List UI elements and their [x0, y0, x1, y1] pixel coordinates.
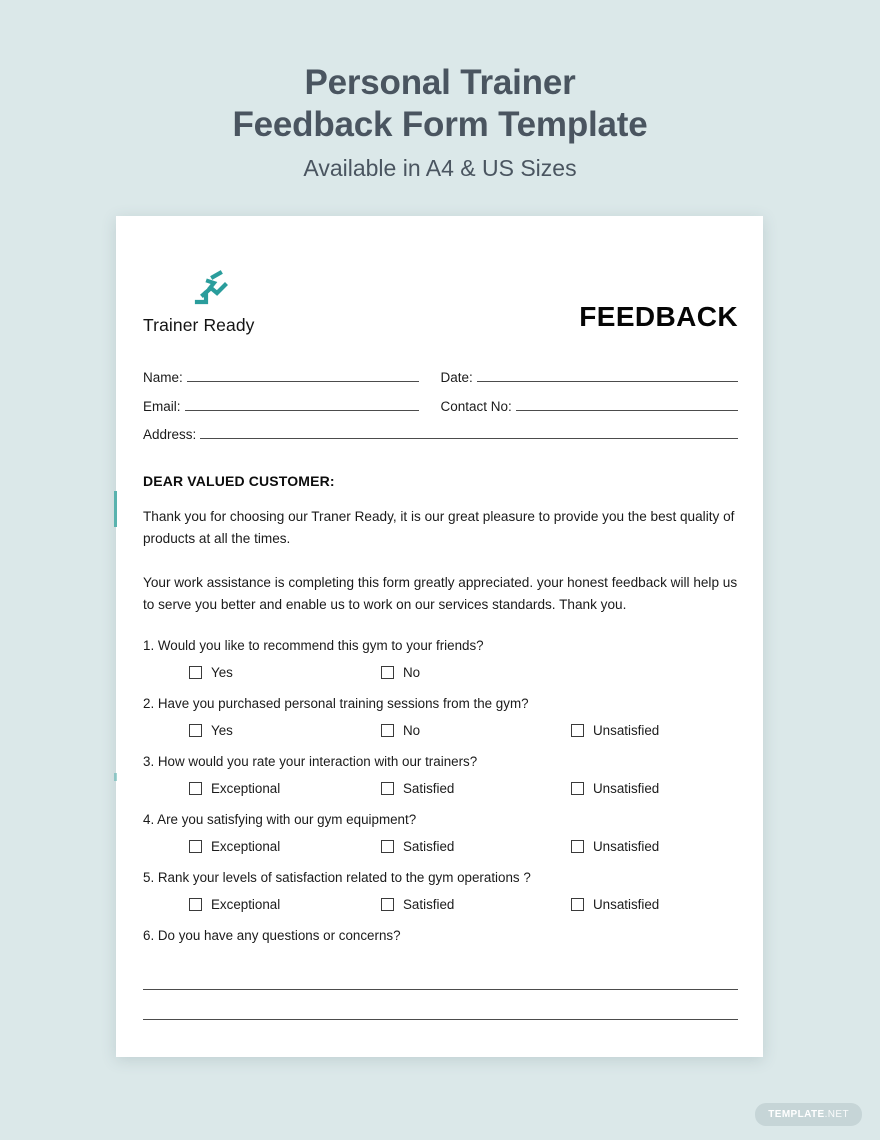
- checkbox-icon[interactable]: [189, 782, 202, 795]
- address-field[interactable]: [143, 427, 738, 442]
- option-choice[interactable]: [189, 665, 381, 680]
- checkbox-icon[interactable]: [381, 666, 394, 679]
- option-choice[interactable]: [189, 723, 381, 738]
- question-block: [143, 694, 738, 738]
- field-row-email-contact: [143, 399, 738, 414]
- open-answer-area[interactable]: [143, 960, 738, 1020]
- checkbox-icon[interactable]: [189, 724, 202, 737]
- email-field[interactable]: [143, 399, 441, 414]
- intro-paragraph-2: Your work assistance is completing this form greatly appreciated. your honest feedback will help us to serve you better and enable us to work on our services standards. Thank you.: [143, 575, 738, 612]
- question-block: [143, 926, 738, 1020]
- teal-edge-accent-upper: [114, 491, 117, 527]
- option-label: Unsatisfied: [593, 723, 660, 738]
- email-input-rule[interactable]: [185, 400, 419, 411]
- question-text: 3. How would you rate your interaction with our trainers?: [143, 754, 478, 769]
- option-choice[interactable]: [571, 839, 659, 854]
- checkbox-icon[interactable]: [381, 840, 394, 853]
- question-text: 4. Are you satisfying with our gym equipment?: [143, 812, 417, 827]
- option-label: No: [403, 723, 421, 738]
- question-options: [143, 665, 738, 680]
- option-label: Yes: [211, 723, 233, 738]
- document-title: FEEDBACK: [579, 301, 738, 332]
- respondent-fields: [143, 370, 738, 442]
- option-label: Exceptional: [211, 781, 281, 796]
- date-field[interactable]: [441, 370, 739, 385]
- option-choice[interactable]: [381, 839, 571, 854]
- option-choice[interactable]: [571, 781, 659, 796]
- option-label: Unsatisfied: [593, 781, 660, 796]
- option-label: Exceptional: [211, 897, 281, 912]
- running-figure-logo-icon: [189, 269, 235, 309]
- watermark-suffix: .NET: [824, 1109, 849, 1120]
- watermark-name: TEMPLATE: [768, 1109, 825, 1120]
- field-row-name-date: [143, 370, 738, 385]
- question-text: 1. Would you like to recommend this gym to your friends?: [143, 638, 484, 653]
- question-text: 5. Rank your levels of satisfaction related to the gym operations ?: [143, 870, 531, 885]
- teal-edge-accent-lower: [114, 773, 117, 781]
- name-field[interactable]: [143, 370, 441, 385]
- question-options: [143, 723, 738, 738]
- promo-header: [0, 0, 880, 182]
- document-header: [143, 242, 738, 336]
- field-row-address: [143, 427, 738, 442]
- answer-rule-2[interactable]: [143, 990, 738, 1020]
- document-page: [116, 216, 763, 1057]
- option-label: Satisfied: [403, 781, 455, 796]
- answer-rule-1[interactable]: [143, 960, 738, 990]
- brand-name: Trainer Ready: [143, 315, 255, 335]
- option-label: Unsatisfied: [593, 839, 660, 854]
- questions-list: [143, 636, 738, 1020]
- checkbox-icon[interactable]: [571, 724, 584, 737]
- question-block: [143, 810, 738, 854]
- checkbox-icon[interactable]: [381, 782, 394, 795]
- question-text: 6. Do you have any questions or concerns?: [143, 928, 401, 943]
- contact-label: Contact No:: [440, 398, 512, 414]
- contact-field[interactable]: [441, 399, 739, 414]
- option-choice[interactable]: [381, 723, 571, 738]
- checkbox-icon[interactable]: [571, 898, 584, 911]
- option-choice[interactable]: [571, 897, 659, 912]
- option-choice[interactable]: [381, 897, 571, 912]
- promo-subtitle: Available in A4 & US Sizes: [303, 155, 577, 181]
- intro-paragraph-1: Thank you for choosing our Traner Ready, it is our great pleasure to provide you the best quality of products at all the times.: [143, 509, 735, 546]
- checkbox-icon[interactable]: [571, 782, 584, 795]
- option-choice[interactable]: [189, 781, 381, 796]
- question-options: [143, 897, 738, 912]
- checkbox-icon[interactable]: [189, 898, 202, 911]
- option-label: Satisfied: [403, 839, 455, 854]
- option-label: Satisfied: [403, 897, 455, 912]
- template-net-watermark: [755, 1103, 862, 1126]
- checkbox-icon[interactable]: [189, 666, 202, 679]
- checkbox-icon[interactable]: [381, 898, 394, 911]
- name-input-rule[interactable]: [187, 371, 419, 382]
- question-block: [143, 868, 738, 912]
- date-input-rule[interactable]: [477, 371, 738, 382]
- option-label: No: [403, 665, 421, 680]
- option-label: Yes: [211, 665, 233, 680]
- name-label: Name:: [143, 370, 183, 385]
- option-choice[interactable]: [189, 839, 381, 854]
- option-label: Exceptional: [211, 839, 281, 854]
- address-label: Address:: [143, 427, 197, 442]
- question-text: 2. Have you purchased personal training sessions from the gym?: [143, 696, 529, 711]
- option-label: Unsatisfied: [593, 897, 660, 912]
- question-block: [143, 752, 738, 796]
- address-input-rule[interactable]: [200, 428, 738, 439]
- checkbox-icon[interactable]: [571, 840, 584, 853]
- option-choice[interactable]: [571, 723, 659, 738]
- promo-title-line-1: Personal Trainer: [304, 63, 576, 102]
- date-label: Date:: [440, 370, 473, 385]
- option-choice[interactable]: [381, 665, 571, 680]
- salutation: DEAR VALUED CUSTOMER:: [143, 473, 335, 489]
- checkbox-icon[interactable]: [381, 724, 394, 737]
- contact-input-rule[interactable]: [516, 400, 738, 411]
- checkbox-icon[interactable]: [189, 840, 202, 853]
- brand-block: [143, 269, 255, 336]
- question-options: [143, 839, 738, 854]
- question-options: [143, 781, 738, 796]
- option-choice[interactable]: [189, 897, 381, 912]
- question-block: [143, 636, 738, 680]
- email-label: Email:: [143, 398, 181, 414]
- promo-title-line-2: Feedback Form Template: [232, 105, 648, 144]
- option-choice[interactable]: [381, 781, 571, 796]
